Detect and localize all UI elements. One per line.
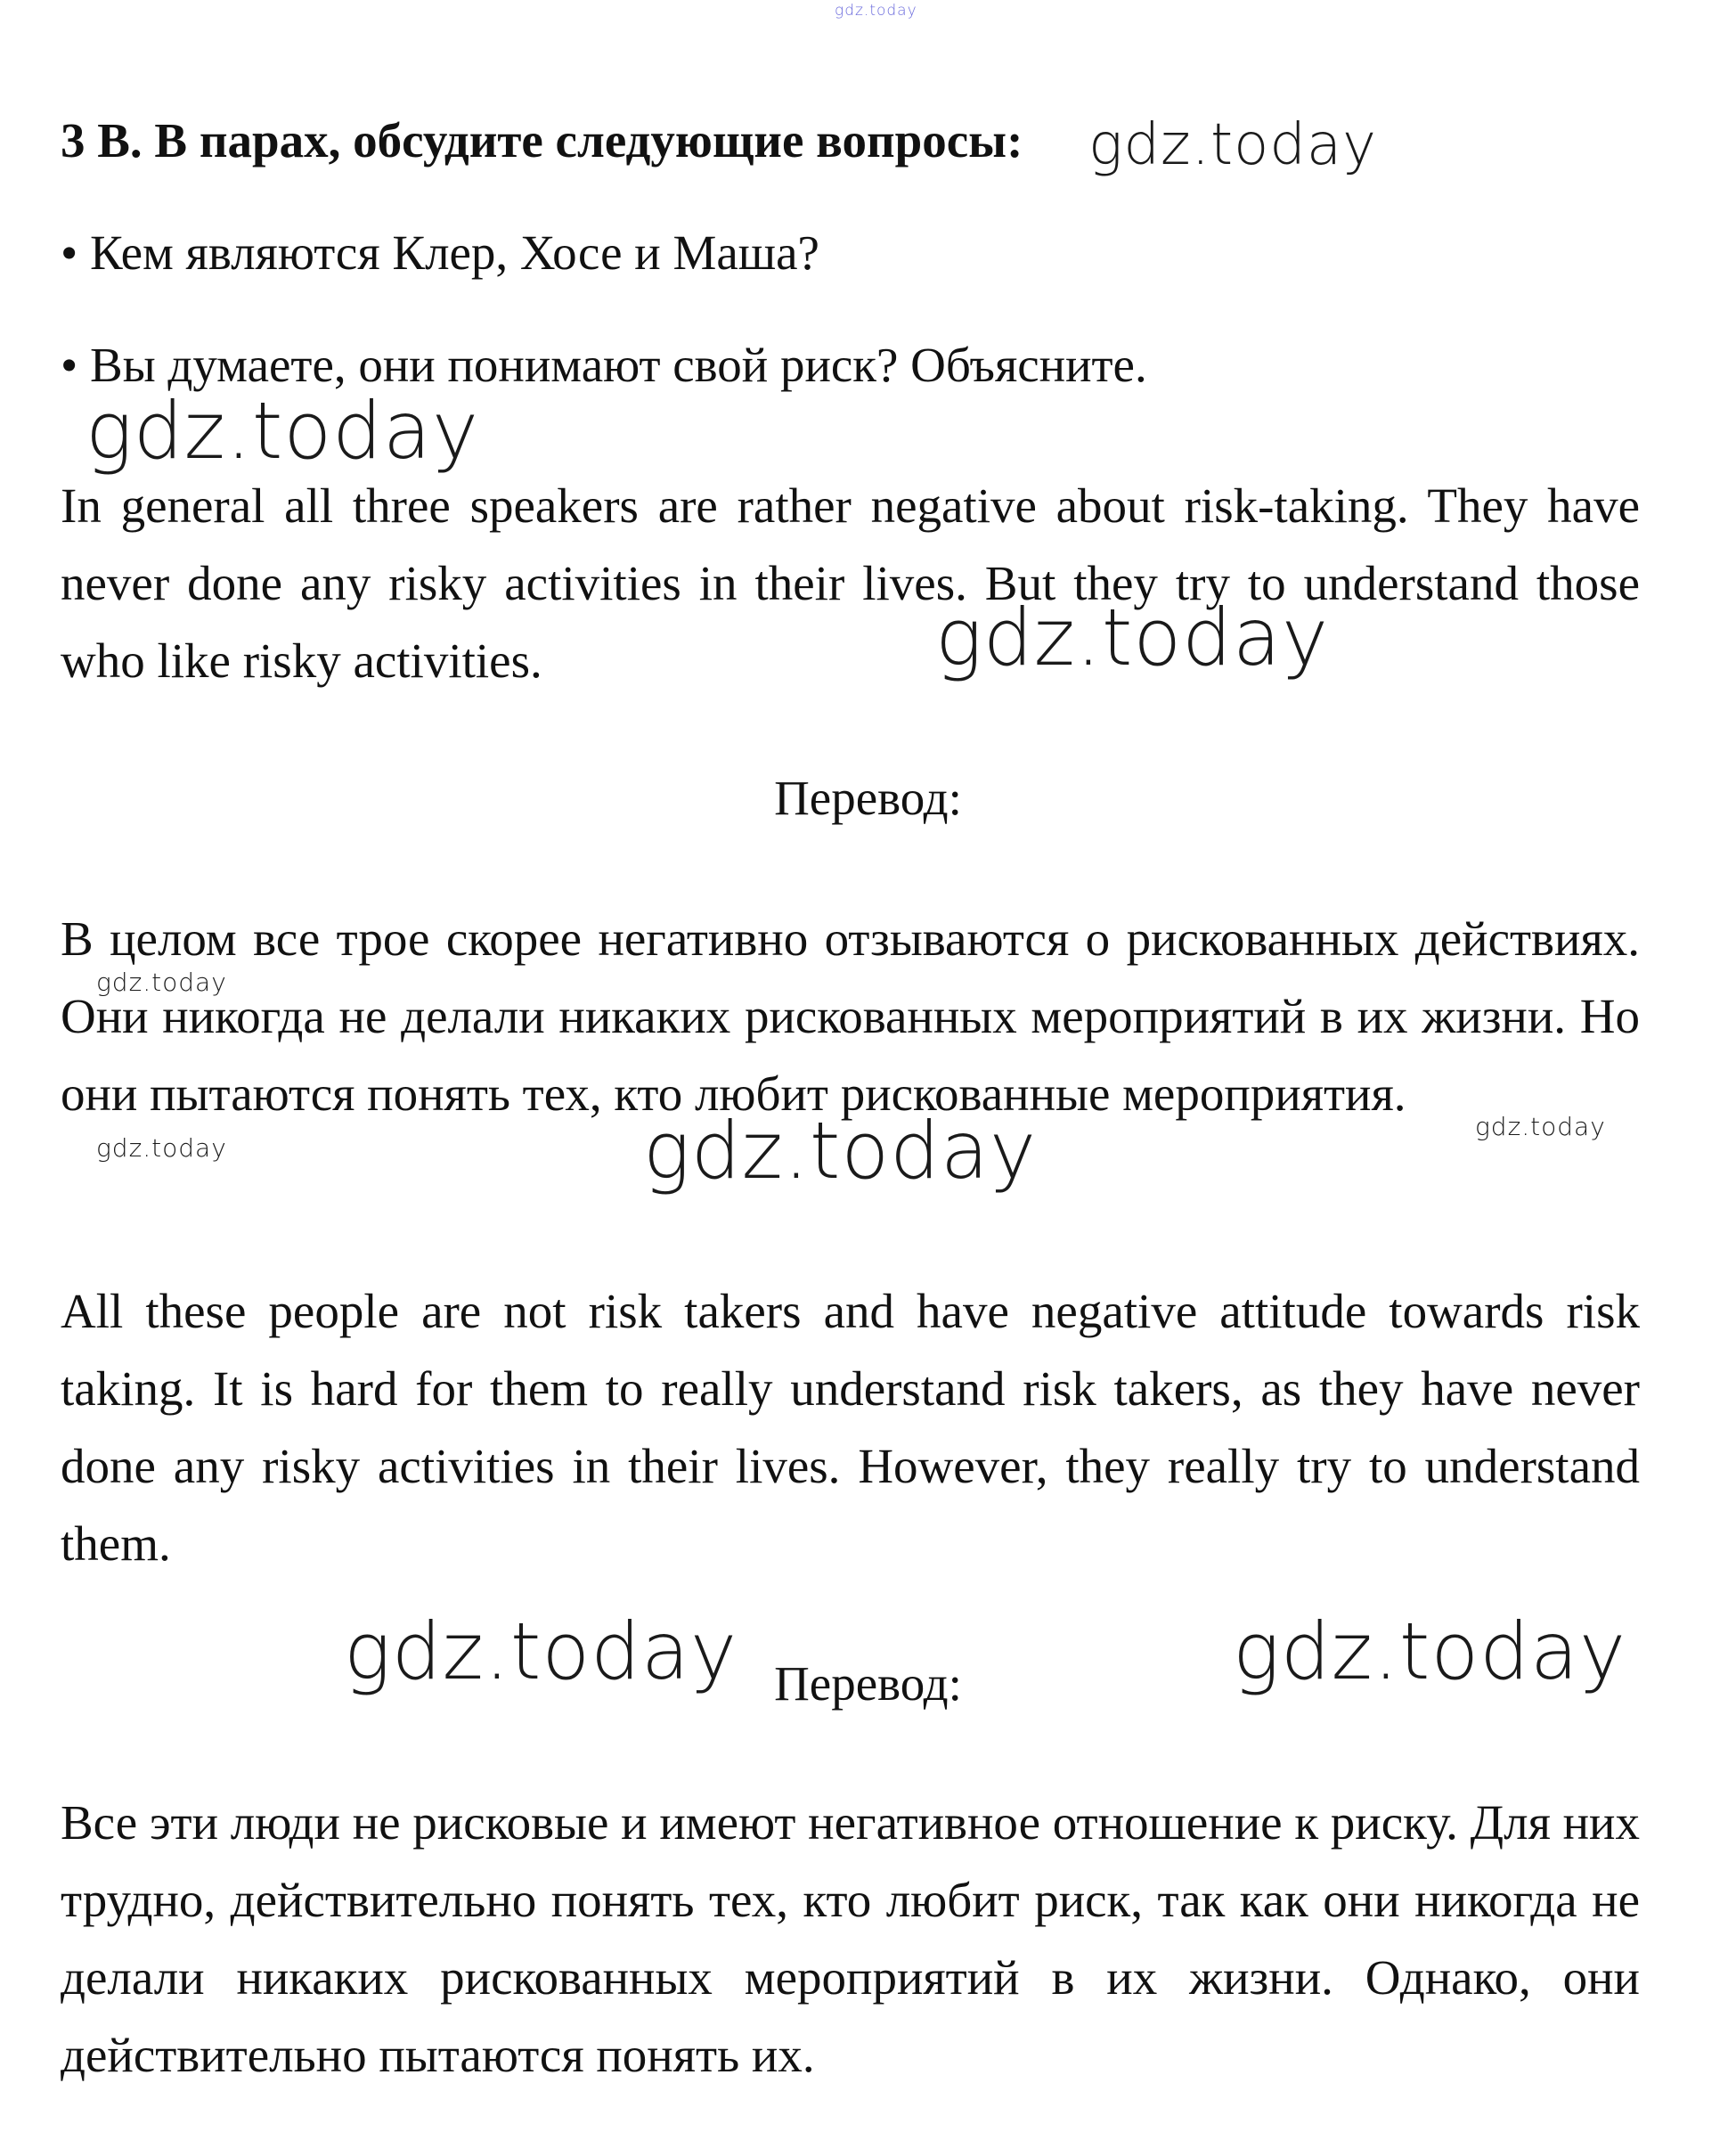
watermark-small-1: gdz.today [96, 968, 227, 997]
watermark-answer2-left: gdz.today [344, 1605, 738, 1697]
watermark-after-questions: gdz.today [86, 385, 480, 477]
watermark-heading: gdz.today [1088, 112, 1377, 178]
answer1-translation-label: Перевод: [774, 771, 962, 825]
answer2-russian: Все эти люди не рисковые и имеют негативное отношение к риску. Для них трудно, действительно понять тех, кто любит риск, так как они никогда не делали никаких рискованных мероприятий в их жизни. Однако, они действительно пытаются понять их. [61, 1795, 1640, 2082]
watermark-small-2: gdz.today [96, 1133, 227, 1163]
question-1: • Кем являются Клер, Хосе и Маша? [61, 225, 819, 280]
answer1-english: In general all three speakers are rather negative about risk-taking. They have never done any risky activities in their lives. But they try to understand those who like risky activities. [61, 478, 1640, 688]
answer2-english: All these people are not risk takers and have negative attitude towards risk taking. It is hard for them to really understand risk takers, as they have never done any risky activities in their lives. However, they really try to understand them. [61, 1284, 1640, 1571]
task-heading: 3 B. В парах, обсудите следующие вопросы: [61, 113, 1023, 167]
watermark-top: gdz.today [835, 2, 917, 20]
watermark-small-3: gdz.today [1475, 1112, 1606, 1141]
answer2-translation-label: Перевод: [774, 1656, 962, 1711]
watermark-answer1: gdz.today [935, 592, 1330, 683]
question-2: • Вы думаете, они понимают свой риск? Объясните. [61, 338, 1147, 392]
answer1-russian: В целом все трое скорее негативно отзываются о рискованных действиях. Они никогда не делали никаких рискованных мероприятий в их жизни. Но они пытаются понять тех, кто любит рискованные мероприятия. [61, 911, 1640, 1121]
watermark-answer2-right: gdz.today [1233, 1605, 1627, 1697]
watermark-answer1-russian: gdz.today [643, 1105, 1038, 1197]
